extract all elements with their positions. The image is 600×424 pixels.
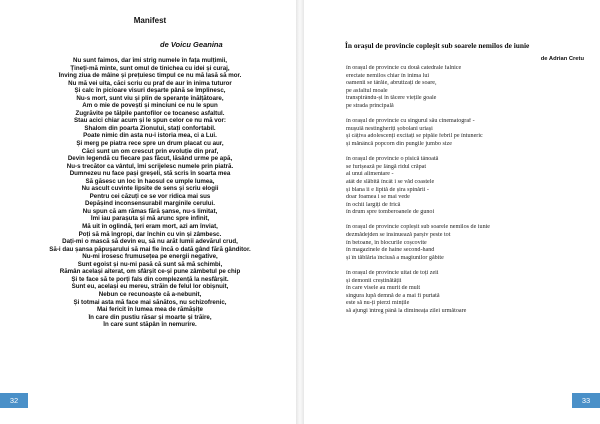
poem-line: pe asfaltul moale	[346, 87, 388, 94]
poem-line: și demonii creștinătății	[346, 277, 402, 284]
poem-line: Să-i dau șansa păpușarului să mai fie încă o dată gând fără gânditor.	[49, 245, 251, 253]
poem-line: Dați-mi o mască să devin eu, să nu arăt lumii adevărul crud,	[62, 238, 238, 246]
left-poem-title: Manifest	[133, 16, 167, 25]
right-poem-body	[346, 65, 576, 323]
poem-line: în betoane, în blocurile coșcovite	[346, 239, 427, 246]
poem-line: Poate nimic din asta nu-i istoria mea, ci a Lui.	[83, 132, 217, 140]
page-number-left: 32	[0, 393, 28, 408]
poem-line: Poți să mă îngropi, dar închin cu vin și zâmbesc.	[78, 230, 222, 238]
poem-line: Mai fericit în lumea mea de rămășițe	[97, 306, 203, 314]
right-poem-author: de Adrian Cretu	[540, 56, 584, 62]
poem-line: Nu ascult cuvinte lipsite de sens și scriu elogii	[81, 185, 219, 193]
left-poem-author: de Voicu Geanina	[160, 40, 223, 49]
poem-line: este să nu-ți pierzi mințile	[346, 300, 410, 307]
poem-line: Țineți-mă minte, sunt omul de tinichea cu idei și curaj,	[70, 64, 230, 72]
poem-line: în drum spre tomberoanele de gunoi	[346, 209, 435, 216]
poem-line: în orașul de provincie copleșit sub soarele nemilos de iunie	[346, 224, 491, 231]
poem-line: Zugrăvite pe tălpile pantofilor ce tocanesc asfaltul.	[75, 109, 225, 117]
poem-stanza	[346, 156, 576, 217]
poem-line: al unui alimentare -	[346, 171, 394, 178]
poem-line: Sunt eu, același eu mereu, străin de felul lor obișnuit,	[71, 283, 229, 291]
poem-line: Să găsesc un loc în haosul ce umple lumea,	[85, 177, 215, 185]
poem-line: erectate nemilos chiar în inima lui	[346, 72, 430, 79]
left-poem-body	[20, 57, 280, 329]
poem-line: Și te face să te porți fals din complezență la nesfârșit.	[71, 275, 229, 283]
poem-line: În care din pustiu răsar și moarte și trăire,	[88, 313, 212, 321]
poem-line: Și totmai asta mă face mai sănătos, nu schizofrenic,	[73, 298, 227, 306]
poem-line: oamenii se târăie, abrutizați de soare,	[346, 80, 437, 87]
poem-line: Nu mă vei uita, căci scriu cu praf de aur în inima tuturor	[68, 79, 232, 87]
poem-line: în orașul de provincie o pisică tânoată	[346, 156, 439, 163]
poem-line: În care sunt stăpân în nemurire.	[103, 321, 197, 329]
poem-line: Nu-s trecător ca vântul, îmi scrijelesc numele prin piatră.	[66, 162, 234, 170]
poem-stanza	[346, 65, 576, 111]
poem-line: Stau acici chiar acum și le spun celor ce nu mă vor:	[74, 117, 226, 125]
book-gutter	[296, 0, 304, 424]
poem-line: se furișează pe lângă ridul crăpat	[346, 163, 427, 170]
poem-line: și în tăblăria înciusă a magiunilor găbite	[346, 254, 444, 261]
poem-line: Pentru cei căzuți ce se vor ridica mai sus	[89, 192, 211, 200]
poem-line: în orașul de provincie uitat de toți zeii	[346, 270, 439, 277]
poem-stanza	[346, 224, 576, 262]
poem-line: Nu-mi irosesc frumusețea pe energii negative,	[82, 253, 218, 261]
poem-line: Înving ziua de mâine și prețuiesc timpul ce nu mă lasă să mor.	[58, 72, 242, 80]
poem-line: și blana îi e lipită de șira spinării -	[346, 186, 429, 193]
poem-line: Am o mie de povești și minciuni ce nu le spun	[82, 102, 218, 110]
poem-line: Rămân același aiterat, om sfârșit ce-și pune zâmbetul pe chip	[59, 268, 241, 276]
poem-line: Mă uit în oglindă, țeri eram mort, azi am înviat,	[82, 223, 218, 231]
poem-line: în ochii largiți de frică	[346, 201, 401, 208]
poem-stanza	[346, 118, 576, 148]
poem-line: Shalom din poarta Zionului, stați confortabil.	[84, 124, 216, 132]
poem-line: Nu-s mort, sunt viu și plin de speranțe înălțătoare,	[76, 94, 224, 102]
poem-line: dezmădejden se insinuează parșiv peste tot	[346, 232, 451, 239]
page-number-right: 33	[572, 393, 600, 408]
poem-line: Nu spun că am rămas fără șanse, nu-s limitat,	[82, 207, 218, 215]
right-poem-title: În orașul de provincie copleșit sub soarele nemilos de iunie	[345, 41, 530, 50]
poem-line: în care visele au murit de mult	[346, 285, 421, 292]
poem-line: transpirându-și în tăcere viețile goale	[346, 95, 437, 102]
poem-line: Îmi iau parașuta și mă arunc spre infinit,	[90, 215, 210, 223]
poem-line: atât de slăbită încât i se văd coastele	[346, 178, 435, 185]
poem-line: în orașul de provincie cu două catedrale falnice	[346, 65, 462, 71]
poem-line: Devin legendă cu fiecare pas făcut, lăsând urme pe apă,	[67, 155, 233, 163]
poem-line: în orașul de provincie cu singurul său cinematograf -	[346, 118, 475, 125]
poem-line: Nu sunt faimos, dar îmi strig numele în fața mulțimii,	[72, 57, 228, 64]
poem-line: Depășind inconsensurabil marginile cerului.	[85, 200, 215, 208]
poem-stanza	[346, 270, 576, 316]
poem-line: mușuiă nestingheriți șobolani uriași	[346, 125, 433, 132]
poem-line: în magazinele de haine second-hand	[346, 247, 435, 254]
poem-line: Dumnezeu nu face pași greșeli, stă scris în soarta mea	[69, 170, 231, 178]
poem-line: să ajungi întreg până la dimineața zilei următoare	[346, 308, 467, 314]
poem-line: și câțiva adolescenți excitați se pipăie febril pe întuneric	[346, 133, 483, 140]
poem-line: doar foamea i se mai vede	[346, 194, 410, 201]
poem-line: Nebun ce recunoaște că a-nebunit,	[98, 290, 202, 298]
poem-line: singura lupă demnă de a mai fi purtată	[346, 292, 440, 299]
poem-line: Sunt egoist și nu-mi pasă că sunt să mă schimbi,	[77, 260, 223, 268]
poem-line: Și calc în picioare visuri deșarte până se împlinesc,	[74, 87, 226, 95]
poem-line: Și merg pe piatra rece spre un drum placat cu aur,	[76, 140, 224, 148]
poem-line: și mănâncă popcorn din pungile jumbo size	[346, 140, 452, 147]
poem-line: Căci sunt un om crescut prin evoluție din praf,	[81, 147, 219, 155]
poem-line: pe strada principală	[346, 102, 394, 109]
